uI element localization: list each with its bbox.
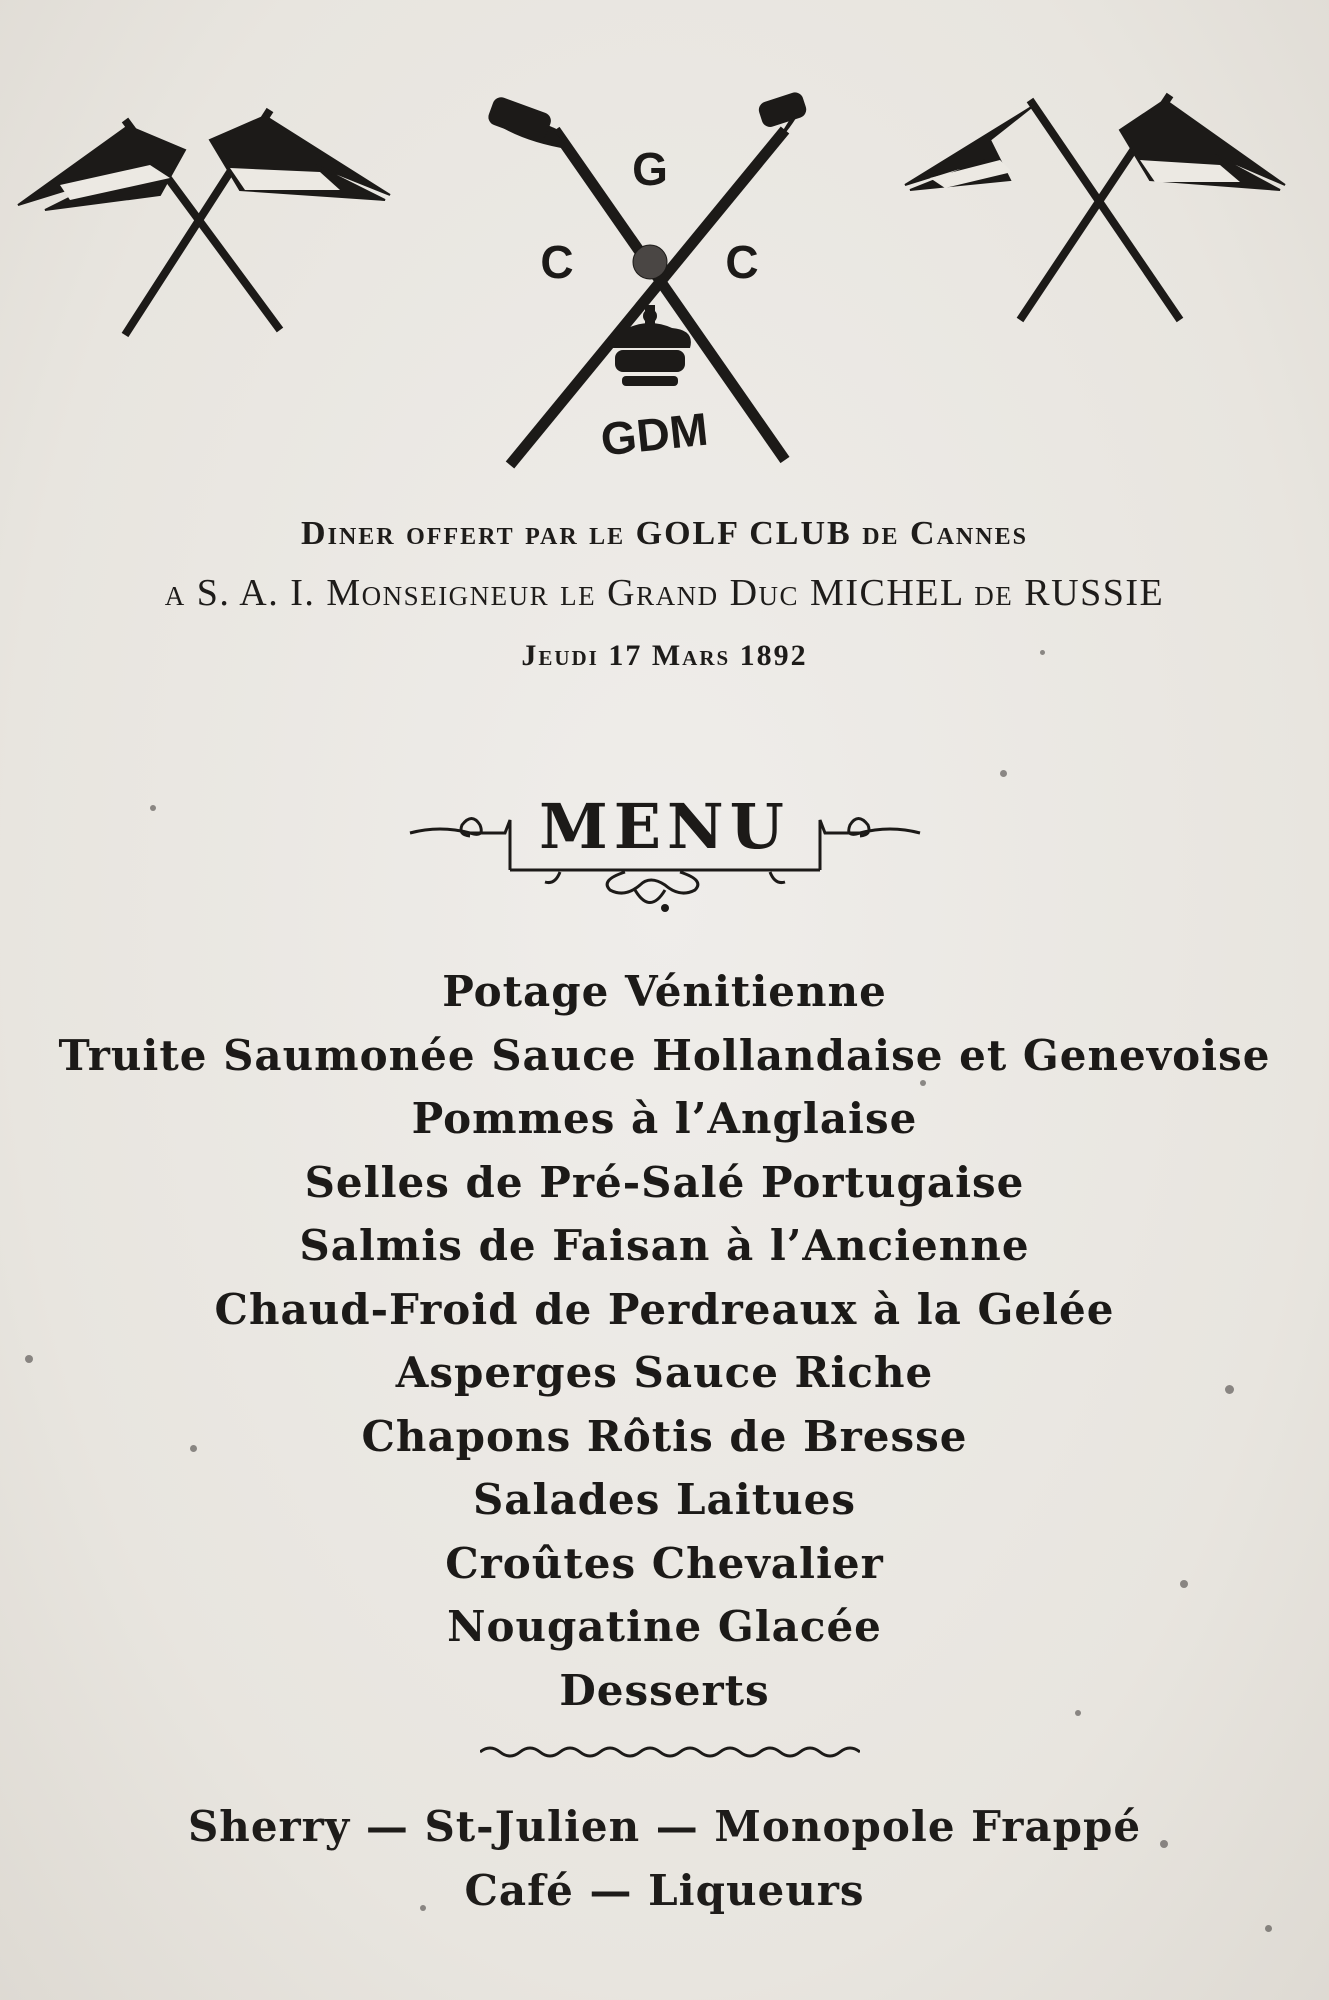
paper-speck bbox=[1225, 1385, 1234, 1394]
dish-item: Nougatine Glacée bbox=[447, 1602, 882, 1651]
drinks-line-2: Café — Liqueurs bbox=[464, 1866, 865, 1915]
paper-speck bbox=[1160, 1840, 1168, 1848]
wavy-divider bbox=[480, 1742, 860, 1762]
dish-item: Pommes à l’Anglaise bbox=[411, 1094, 918, 1143]
dish-item: Chaud-Froid de Perdreaux à la Gelée bbox=[214, 1284, 1115, 1334]
paper-speck bbox=[25, 1355, 33, 1363]
emblem-letter-left: C bbox=[540, 236, 574, 288]
paper-speck bbox=[1180, 1580, 1188, 1588]
header-line-2: a S. A. I. Monseigneur le Grand Duc MICHEL de RUSSIE bbox=[164, 572, 1165, 614]
header-date: Jeudi 17 Mars 1892 bbox=[521, 639, 808, 672]
dinner-header bbox=[0, 515, 1329, 673]
header-emblems bbox=[0, 0, 1329, 490]
emblem-letter-top: G bbox=[632, 143, 668, 195]
dish-item: Selles de Pré-Salé Portugaise bbox=[304, 1157, 1025, 1207]
header-line-1: Diner offert par le GOLF CLUB de Cannes bbox=[301, 515, 1028, 552]
dish-item: Asperges Sauce Riche bbox=[395, 1348, 934, 1397]
dish-item: Truite Saumonée Sauce Hollandaise et Genevoise bbox=[58, 1030, 1271, 1080]
right-crossed-flags-icon bbox=[905, 95, 1285, 320]
paper-speck bbox=[1075, 1710, 1081, 1716]
paper-speck bbox=[920, 1080, 926, 1086]
paper-speck bbox=[1265, 1925, 1272, 1932]
drinks-list bbox=[0, 1795, 1329, 1923]
paper-speck bbox=[420, 1905, 426, 1911]
crown-icon bbox=[609, 305, 691, 386]
paper-speck bbox=[1040, 650, 1045, 655]
paper-speck bbox=[1000, 770, 1007, 777]
dish-item: Croûtes Chevalier bbox=[445, 1538, 884, 1588]
drinks-line-1: Sherry — St-Julien — Monopole Frappé bbox=[187, 1802, 1142, 1851]
dish-item: Potage Vénitienne bbox=[442, 967, 887, 1016]
paper-speck bbox=[150, 805, 156, 811]
dish-item: Salades Laitues bbox=[472, 1475, 857, 1524]
emblem-letter-right: C bbox=[725, 236, 759, 288]
dish-item: Salmis de Faisan à l’Ancienne bbox=[299, 1221, 1030, 1270]
dish-item: Desserts bbox=[559, 1665, 770, 1715]
dish-item: Chapons Rôtis de Bresse bbox=[361, 1411, 968, 1461]
dish-list bbox=[0, 960, 1329, 1722]
emblem-letters-bottom: GDM bbox=[598, 402, 711, 466]
menu-title: MENU bbox=[539, 790, 790, 863]
menu-heading-block bbox=[0, 780, 1329, 930]
left-crossed-flags-icon bbox=[18, 110, 390, 335]
paper-speck bbox=[190, 1445, 197, 1452]
